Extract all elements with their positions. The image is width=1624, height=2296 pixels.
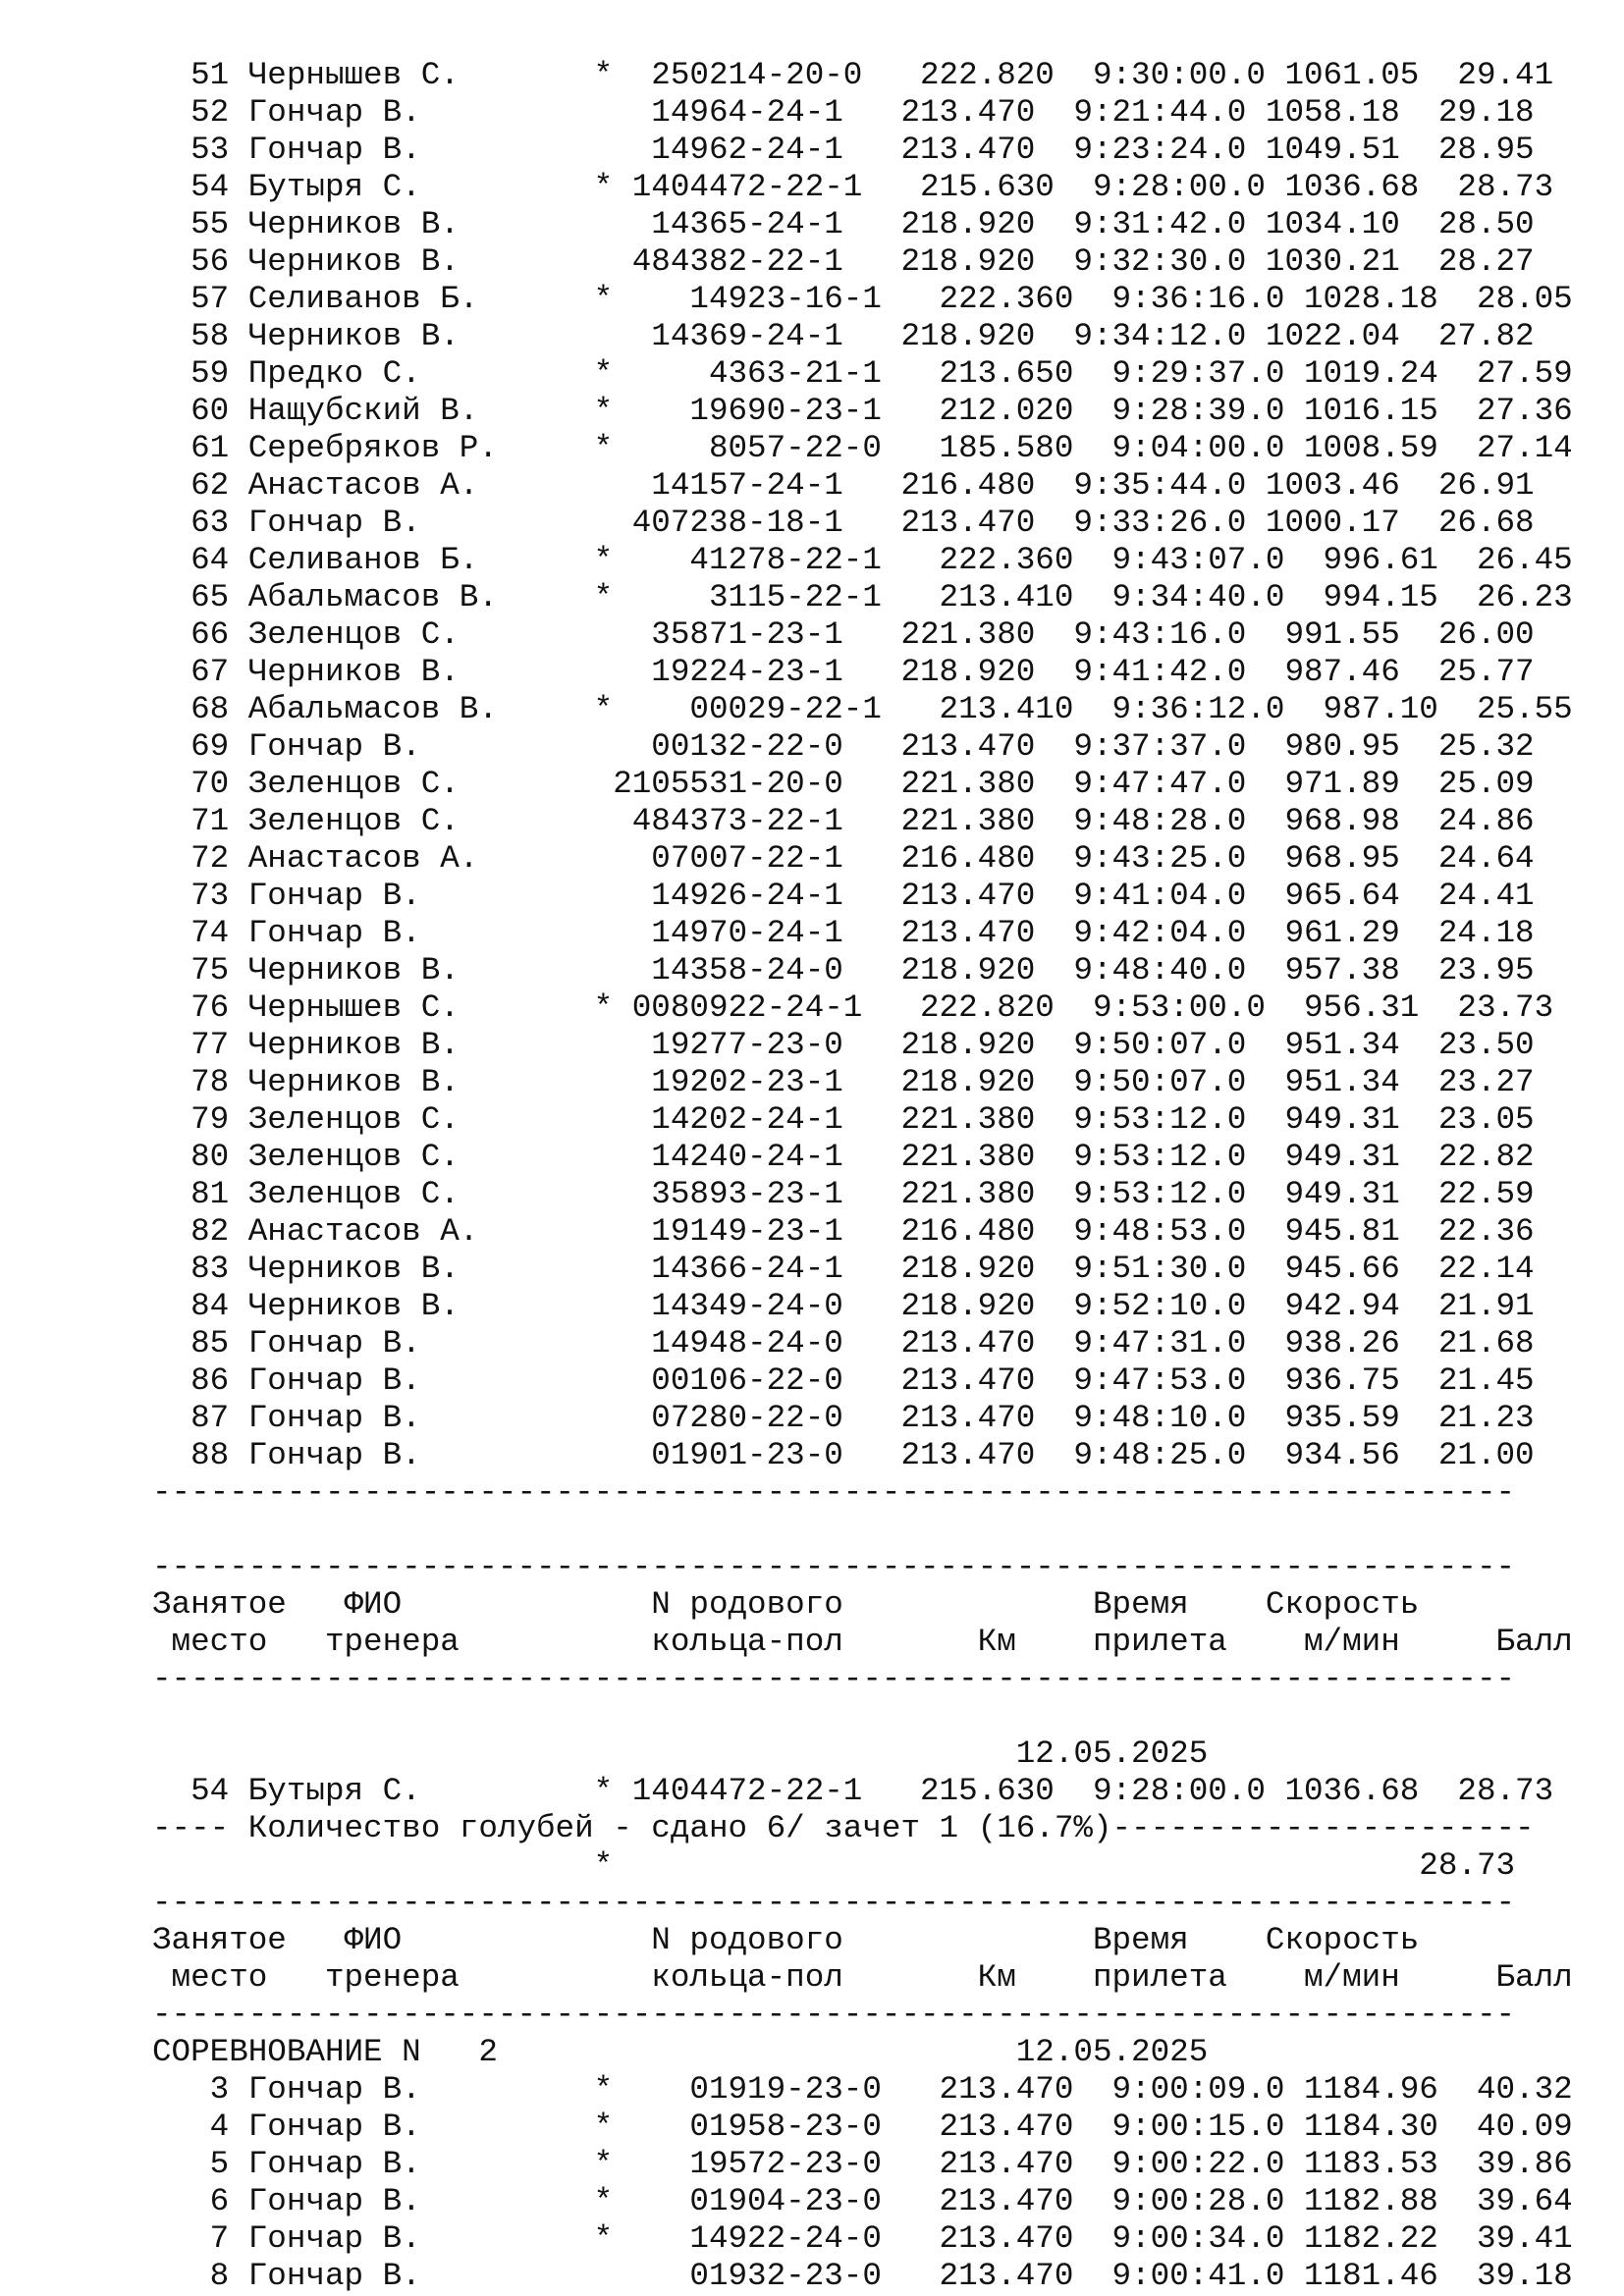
report-line: 83 Черников В. 14366-24-1 218.920 9:51:30.0 945.66 22.14 bbox=[152, 1251, 1535, 1287]
report-line: 66 Зеленцов С. 35871-23-1 221.380 9:43:16.0 991.55 26.00 bbox=[152, 616, 1535, 653]
report-line: 61 Серебряков Р. * 8057-22-0 185.580 9:04:00.0 1008.59 27.14 bbox=[152, 430, 1573, 466]
report-line: 63 Гончар В. 407238-18-1 213.470 9:33:26.0 1000.17 26.68 bbox=[152, 505, 1535, 541]
report-line: 58 Черников В. 14369-24-1 218.920 9:34:12.0 1022.04 27.82 bbox=[152, 318, 1535, 354]
report-line: 52 Гончар В. 14964-24-1 213.470 9:21:44.0 1058.18 29.18 bbox=[152, 94, 1535, 131]
separator-line: ----------------------------------------------------------------------- bbox=[152, 1549, 1516, 1585]
report-line: 82 Анастасов А. 19149-23-1 216.480 9:48:53.0 945.81 22.36 bbox=[152, 1213, 1535, 1250]
report-line: 80 Зеленцов С. 14240-24-1 221.380 9:53:12.0 949.31 22.82 bbox=[152, 1139, 1535, 1175]
report-line: 55 Черников В. 14365-24-1 218.920 9:31:42.0 1034.10 28.50 bbox=[152, 206, 1535, 242]
report-line: 54 Бутыря С. * 1404472-22-1 215.630 9:28:00.0 1036.68 28.73 bbox=[152, 1773, 1554, 1809]
report-line: 60 Нащубский В. * 19690-23-1 212.020 9:28:39.0 1016.15 27.36 bbox=[152, 393, 1573, 429]
report-line: 56 Черников В. 484382-22-1 218.920 9:32:30.0 1030.21 28.27 bbox=[152, 243, 1535, 280]
report-line: 81 Зеленцов С. 35893-23-1 221.380 9:53:12.0 949.31 22.59 bbox=[152, 1176, 1535, 1212]
report-line: 64 Селиванов Б. * 41278-22-1 222.360 9:43:07.0 996.61 26.45 bbox=[152, 542, 1573, 578]
report-line: 76 Чернышев С. * 0080922-24-1 222.820 9:53:00.0 956.31 23.73 bbox=[152, 989, 1554, 1026]
report-line: 72 Анастасов А. 07007-22-1 216.480 9:43:25.0 968.95 24.64 bbox=[152, 840, 1535, 877]
report-line bbox=[152, 1698, 1573, 1735]
report-line: Занятое ФИО N родового Время Скорость bbox=[152, 1586, 1420, 1623]
report-line: 67 Черников В. 19224-23-1 218.920 9:41:42.0 987.46 25.77 bbox=[152, 654, 1535, 690]
report-line: Занятое ФИО N родового Время Скорость bbox=[152, 1922, 1420, 1958]
report-line: 74 Гончар В. 14970-24-1 213.470 9:42:04.0 961.29 24.18 bbox=[152, 915, 1535, 951]
report-line: 53 Гончар В. 14962-24-1 213.470 9:23:24.0 1049.51 28.95 bbox=[152, 132, 1535, 168]
report-line: 85 Гончар В. 14948-24-0 213.470 9:47:31.0 938.26 21.68 bbox=[152, 1325, 1535, 1362]
report-line: 7 Гончар В. * 14922-24-0 213.470 9:00:34.0 1182.22 39.41 bbox=[152, 2220, 1573, 2257]
report-line: 70 Зеленцов С. 2105531-20-0 221.380 9:47:47.0 971.89 25.09 bbox=[152, 766, 1535, 802]
report-line: 75 Черников В. 14358-24-0 218.920 9:48:40.0 957.38 23.95 bbox=[152, 952, 1535, 988]
report-line: 78 Черников В. 19202-23-1 218.920 9:50:07.0 951.34 23.27 bbox=[152, 1064, 1535, 1100]
report-line: 8 Гончар В. 01932-23-0 213.470 9:00:41.0 1181.46 39.18 bbox=[152, 2258, 1573, 2294]
report-line: место тренера кольца-пол Км прилета м/мин Балл bbox=[152, 1624, 1573, 1660]
report-line: 5 Гончар В. * 19572-23-0 213.470 9:00:22.0 1183.53 39.86 bbox=[152, 2146, 1573, 2182]
report-line: 69 Гончар В. 00132-22-0 213.470 9:37:37.0 980.95 25.32 bbox=[152, 728, 1535, 765]
report-line: 86 Гончар В. 00106-22-0 213.470 9:47:53.0 936.75 21.45 bbox=[152, 1362, 1535, 1399]
separator-line: ----------------------------------------------------------------------- bbox=[152, 1474, 1516, 1511]
report-line: * 28.73 bbox=[152, 1847, 1516, 1884]
report-line: 57 Селиванов Б. * 14923-16-1 222.360 9:36:16.0 1028.18 28.05 bbox=[152, 281, 1573, 317]
report-line: 79 Зеленцов С. 14202-24-1 221.380 9:53:12.0 949.31 23.05 bbox=[152, 1101, 1535, 1138]
report-line bbox=[152, 1512, 1573, 1549]
report-line: 84 Черников В. 14349-24-0 218.920 9:52:10.0 942.94 21.91 bbox=[152, 1288, 1535, 1324]
report-line: 71 Зеленцов С. 484373-22-1 221.380 9:48:28.0 968.98 24.86 bbox=[152, 803, 1535, 839]
report-line: 6 Гончар В. * 01904-23-0 213.470 9:00:28.0 1182.88 39.64 bbox=[152, 2183, 1573, 2219]
report-line: 65 Абальмасов В. * 3115-22-1 213.410 9:34:40.0 994.15 26.23 bbox=[152, 579, 1573, 615]
report-line: 73 Гончар В. 14926-24-1 213.470 9:41:04.0 965.64 24.41 bbox=[152, 878, 1535, 914]
report-line: 87 Гончар В. 07280-22-0 213.470 9:48:10.0 935.59 21.23 bbox=[152, 1400, 1535, 1436]
report-line: 77 Черников В. 19277-23-0 218.920 9:50:07.0 951.34 23.50 bbox=[152, 1027, 1535, 1063]
report-line: 4 Гончар В. * 01958-23-0 213.470 9:00:15.0 1184.30 40.09 bbox=[152, 2109, 1573, 2145]
report-line: 59 Предко С. * 4363-21-1 213.650 9:29:37.0 1019.24 27.59 bbox=[152, 355, 1573, 392]
report-line: СОРЕВНОВАНИЕ N 2 12.05.2025 bbox=[152, 2034, 1209, 2070]
report-line: 51 Чернышев С. * 250214-20-0 222.820 9:30:00.0 1061.05 29.41 bbox=[152, 57, 1554, 93]
report-line: место тренера кольца-пол Км прилета м/мин Балл bbox=[152, 1959, 1573, 1996]
report-line: 12.05.2025 bbox=[152, 1735, 1209, 1772]
separator-line: ----------------------------------------------------------------------- bbox=[152, 1997, 1516, 2033]
report-line: 3 Гончар В. * 01919-23-0 213.470 9:00:09.0 1184.96 40.32 bbox=[152, 2071, 1573, 2108]
report-line: 54 Бутыря С. * 1404472-22-1 215.630 9:28:00.0 1036.68 28.73 bbox=[152, 169, 1554, 205]
separator-line: ----------------------------------------------------------------------- bbox=[152, 1885, 1516, 1921]
report-line: 88 Гончар В. 01901-23-0 213.470 9:48:25.0 934.56 21.00 bbox=[152, 1437, 1535, 1473]
separator-line: ---- Количество голубей - сдано 6/ зачет 1 (16.7%)---------------------- bbox=[152, 1810, 1535, 1846]
separator-line: ----------------------------------------------------------------------- bbox=[152, 1661, 1516, 1697]
report-line: 62 Анастасов А. 14157-24-1 216.480 9:35:44.0 1003.46 26.91 bbox=[152, 467, 1535, 504]
results-printout bbox=[152, 57, 1573, 2295]
report-line: 68 Абальмасов В. * 00029-22-1 213.410 9:36:12.0 987.10 25.55 bbox=[152, 691, 1573, 727]
